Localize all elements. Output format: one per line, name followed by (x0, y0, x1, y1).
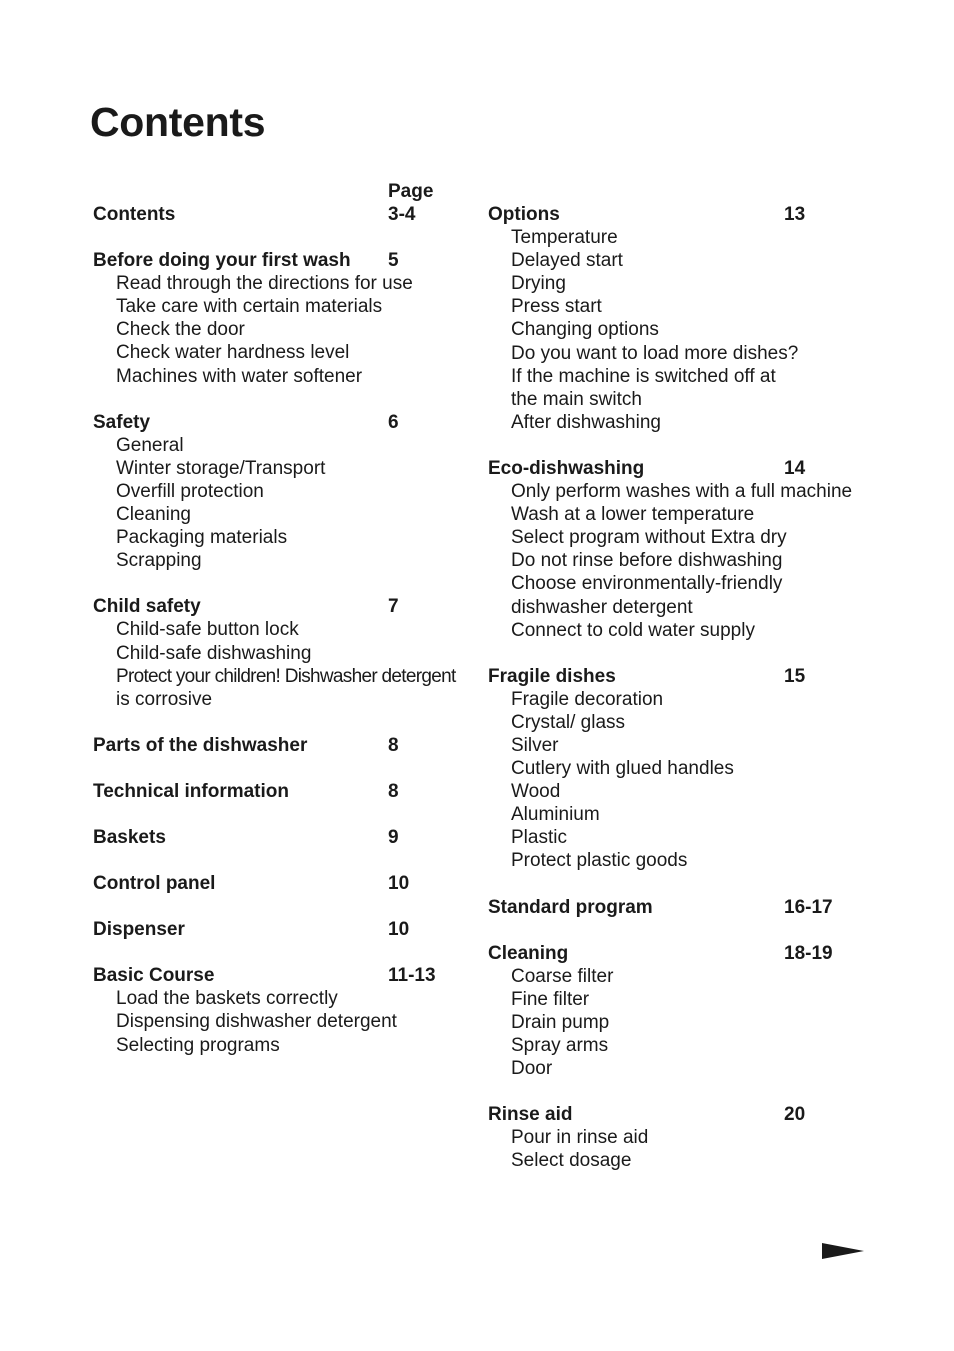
section-title: Basic Course (93, 965, 215, 987)
section-title: Contents (93, 204, 176, 225)
toc-subitem[interactable]: Plastic (511, 827, 567, 849)
toc-subitem[interactable]: dishwasher detergent (511, 596, 693, 618)
toc-subitem[interactable]: Delayed start (511, 250, 623, 272)
toc-subitem[interactable]: Select program without Extra dry (511, 527, 787, 549)
section-page-number: 3-4 (388, 204, 416, 225)
toc-section-heading[interactable] (488, 1103, 868, 1126)
toc-section-standard-program (488, 896, 868, 919)
toc-subitem[interactable]: Child-safe button lock (116, 619, 299, 641)
toc-subitems (488, 1126, 868, 1172)
toc-subitem[interactable]: Do not rinse before dishwashing (511, 550, 783, 572)
toc-section-heading[interactable] (93, 826, 473, 849)
toc-subitem[interactable]: Coarse filter (511, 965, 614, 987)
section-page-number: 8 (388, 734, 399, 756)
toc-subitem[interactable]: Temperature (511, 227, 618, 249)
toc-subitem[interactable]: Door (511, 1058, 553, 1080)
section-title: Fragile dishes (488, 665, 616, 687)
toc-section-heading[interactable] (93, 918, 473, 941)
toc-subitem[interactable]: Pour in rinse aid (511, 1127, 649, 1149)
toc-subitem[interactable]: Select dosage (511, 1150, 632, 1172)
toc-left-column (93, 180, 473, 1080)
section-title: Options (488, 204, 560, 225)
toc-subitem[interactable]: Cutlery with glued handles (511, 758, 734, 780)
section-page-number: 15 (784, 665, 806, 687)
toc-section-safety (93, 411, 473, 573)
toc-subitem[interactable]: Scrapping (116, 550, 202, 572)
toc-subitem[interactable]: Cleaning (116, 504, 191, 526)
section-title: Rinse aid (488, 1104, 573, 1126)
toc-subitem[interactable]: General (116, 434, 184, 456)
toc-section-eco-dishwashing (488, 457, 868, 642)
section-page-number: 5 (388, 250, 399, 272)
section-page-number: 8 (388, 780, 399, 802)
toc-section-heading[interactable] (488, 203, 868, 226)
section-page-number: 11-13 (388, 965, 436, 987)
toc-subitem[interactable]: Fine filter (511, 988, 590, 1010)
section-title: Child safety (93, 596, 201, 618)
toc-subitem[interactable]: After dishwashing (511, 411, 661, 433)
toc-subitem[interactable]: Packaging materials (116, 527, 288, 549)
section-title: Eco-dishwashing (488, 457, 645, 479)
section-page-number: 10 (388, 873, 410, 895)
page-column-spacer (488, 180, 868, 203)
toc-section-heading[interactable] (93, 595, 473, 618)
toc-subitem[interactable]: Crystal/ glass (511, 711, 626, 733)
toc-subitems (488, 480, 868, 642)
toc-section-heading[interactable] (93, 780, 473, 803)
toc-subitem[interactable]: Changing options (511, 319, 659, 341)
toc-subitems (93, 987, 473, 1056)
section-page-number: 20 (784, 1104, 806, 1126)
page-title: Contents (90, 99, 266, 145)
toc-subitem[interactable]: Selecting programs (116, 1034, 280, 1056)
toc-subitems (93, 434, 473, 573)
toc-subitem[interactable]: Connect to cold water supply (511, 619, 755, 641)
toc-section-control-panel (93, 872, 473, 895)
toc-section-baskets (93, 826, 473, 849)
toc-section-dispenser (93, 918, 473, 941)
toc-subitem[interactable]: Read through the directions for use (116, 273, 413, 295)
toc-section-heading[interactable] (488, 665, 868, 688)
toc-section-heading[interactable] (93, 734, 473, 757)
toc-subitem[interactable]: Wash at a lower temperature (511, 504, 755, 526)
toc-subitem[interactable]: Spray arms (511, 1035, 609, 1056)
toc-subitem[interactable]: Choose environmentally-friendly (511, 573, 783, 595)
toc-section-heading[interactable] (93, 872, 473, 895)
toc-section-technical-information (93, 780, 473, 803)
toc-section-options (488, 203, 868, 434)
toc-section-before-doing-your-first-wash (93, 249, 473, 388)
toc-subitem[interactable]: Child-safe dishwashing (116, 642, 312, 664)
toc-subitems (488, 226, 868, 434)
toc-section-basic-course (93, 964, 473, 1056)
toc-subitem[interactable]: Wood (511, 781, 561, 803)
section-page-number: 16-17 (784, 896, 833, 918)
section-title: Parts of the dishwasher (93, 734, 308, 756)
toc-subitem[interactable]: Machines with water softener (116, 365, 363, 387)
toc-section-heading[interactable] (93, 203, 473, 226)
section-page-number: 13 (784, 204, 806, 225)
section-page-number: 14 (784, 457, 806, 479)
section-page-number: 6 (388, 411, 399, 433)
toc-subitem[interactable]: Winter storage/Transport (116, 457, 326, 479)
toc-section-heading[interactable] (488, 457, 868, 480)
section-page-number: 9 (388, 826, 399, 848)
toc-section-child-safety (93, 595, 473, 710)
toc-section-heading[interactable] (93, 249, 473, 272)
toc-subitem[interactable]: Drain pump (511, 1011, 610, 1033)
toc-subitem[interactable]: Overfill protection (116, 480, 264, 502)
toc-section-contents (93, 203, 473, 226)
toc-section-fragile-dishes (488, 665, 868, 873)
toc-subitem[interactable]: Check the door (116, 319, 245, 341)
toc-subitem[interactable]: Protect plastic goods (511, 850, 688, 872)
toc-subitems (488, 965, 868, 1080)
toc-subitem[interactable]: Do you want to load more dishes? (511, 342, 799, 364)
section-title: Safety (93, 411, 151, 433)
page-column-header: Page (388, 181, 434, 202)
toc-subitem[interactable]: Protect your children! Dishwasher detergent (116, 665, 456, 687)
toc-section-parts-of-the-dishwasher (93, 734, 473, 757)
section-title: Baskets (93, 826, 166, 848)
section-page-number: 18-19 (784, 942, 833, 964)
section-title: Dispenser (93, 919, 185, 941)
toc-section-heading[interactable] (93, 964, 473, 987)
toc-subitem[interactable]: Press start (511, 296, 602, 318)
toc-subitem[interactable]: is corrosive (116, 688, 213, 710)
section-page-number: 7 (388, 596, 399, 618)
toc-subitem[interactable]: Fragile decoration (511, 688, 664, 710)
toc-subitem[interactable]: Drying (511, 273, 566, 295)
toc-subitems (93, 272, 473, 387)
toc-section-rinse-aid (488, 1103, 868, 1172)
toc-subitem[interactable]: If the machine is switched off at (511, 365, 776, 387)
section-title: Before doing your first wash (93, 250, 351, 272)
toc-section-cleaning (488, 942, 868, 1081)
toc-section-heading[interactable] (93, 411, 473, 434)
toc-subitem[interactable]: Dispensing dishwasher detergent (116, 1011, 397, 1033)
section-title: Technical information (93, 780, 290, 802)
toc-section-heading[interactable] (488, 942, 868, 965)
toc-section-heading[interactable] (488, 896, 868, 919)
toc-subitems (488, 688, 868, 873)
section-title: Standard program (488, 896, 653, 918)
toc-subitem[interactable]: Check water hardness level (116, 342, 350, 364)
toc-subitem[interactable]: Silver (511, 734, 559, 756)
arrow-right-icon[interactable] (820, 1241, 866, 1261)
toc-right-column (488, 180, 868, 1195)
toc-subitem[interactable]: Only perform washes with a full machine (511, 481, 853, 503)
toc-subitem[interactable]: the main switch (511, 388, 642, 410)
section-page-number: 10 (388, 919, 410, 941)
section-title: Cleaning (488, 942, 569, 964)
toc-subitem[interactable]: Load the baskets correctly (116, 988, 338, 1010)
section-title: Control panel (93, 873, 216, 895)
toc-subitem[interactable]: Aluminium (511, 804, 600, 826)
toc-subitem[interactable]: Take care with certain materials (116, 296, 383, 318)
toc-subitems (93, 618, 473, 710)
